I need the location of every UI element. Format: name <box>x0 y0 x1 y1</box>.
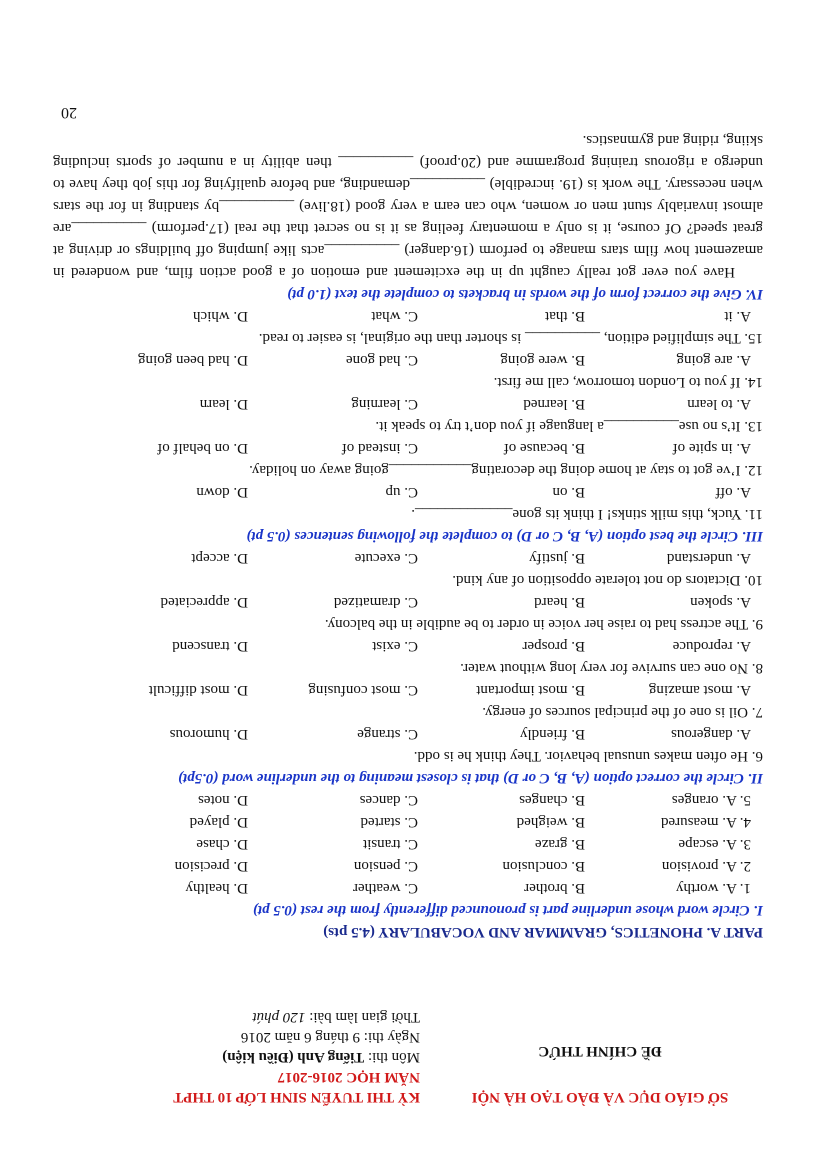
option-a[interactable]: A. to learn <box>687 396 751 412</box>
option-a[interactable]: 2. A. provision <box>661 858 751 874</box>
option-a[interactable]: 5. A. oranges <box>671 792 751 808</box>
option-d[interactable]: D. transcend <box>172 638 248 654</box>
option-b[interactable]: B. graze <box>535 836 585 852</box>
option-d[interactable]: D. which <box>193 308 248 324</box>
option-c[interactable]: C. what <box>371 308 418 324</box>
question-text: 9. The actress had to raise her voice in order to be audible in the balcony. <box>324 616 763 632</box>
question-text: 7. Oil is one of the principal sources of energy. <box>482 704 763 720</box>
option-b[interactable]: B. changes <box>519 792 585 808</box>
option-c[interactable]: C. transit <box>363 836 418 852</box>
options-row <box>53 635 763 657</box>
options-row <box>53 305 763 327</box>
option-a[interactable]: A. off <box>715 484 751 500</box>
option-d[interactable]: D. most difficult <box>148 682 248 698</box>
options-row <box>53 349 763 371</box>
option-a[interactable]: 3. A. escape <box>678 836 751 852</box>
option-d[interactable]: D. accept <box>191 550 248 566</box>
question-text: 10. Dictators do not tolerate opposition of any kind. <box>452 572 763 588</box>
option-a[interactable]: A. spoken <box>690 594 751 610</box>
option-d[interactable]: D. notes <box>198 792 248 808</box>
options-row <box>53 393 763 415</box>
section-2-heading: II. Circle the correct option (A, B, C or D) that is closest meaning to the underline word (0.5pt) <box>177 770 763 786</box>
pronunciation-item <box>53 811 763 833</box>
option-c[interactable]: C. pension <box>353 858 418 874</box>
option-c[interactable]: C. execute <box>354 550 418 566</box>
exam-content <box>53 129 763 943</box>
option-a[interactable]: A. are going <box>676 352 751 368</box>
header-left <box>430 1041 770 1107</box>
option-d[interactable]: D. played <box>189 814 248 830</box>
options-row <box>53 679 763 701</box>
option-b[interactable]: B. because of <box>503 440 585 456</box>
question-text: 13. It’s no use__________a language if you don’t try to speak it. <box>375 418 763 434</box>
option-d[interactable]: D. down <box>196 484 248 500</box>
option-a[interactable]: A. reproduce <box>672 638 751 654</box>
option-b[interactable]: B. were going <box>500 352 585 368</box>
question-text: 12. I’ve got to stay at home doing the decorating___________going away on holiday. <box>249 462 763 478</box>
part-a-heading: PART A. PHONETICS, GRAMMAR AND VOCABULARY (4.5 pts) <box>323 924 763 940</box>
option-b[interactable]: B. learned <box>523 396 585 412</box>
option-b[interactable]: B. weighed <box>516 814 585 830</box>
option-a[interactable]: A. dangerous <box>671 726 751 742</box>
section-2-questions <box>53 547 763 767</box>
options-row <box>53 591 763 613</box>
option-b[interactable]: B. friendly <box>520 726 585 742</box>
question-text: 6. He often makes unusual behavior. They think he is odd. <box>413 748 763 764</box>
option-a[interactable]: A. it <box>724 308 751 324</box>
option-c[interactable]: C. dances <box>359 792 418 808</box>
option-c[interactable]: C. exist <box>372 638 418 654</box>
subject-line <box>60 1047 420 1067</box>
exam-date: Ngày thi: 9 tháng 6 năm 2016 <box>240 1029 420 1045</box>
subject-label: Môn thi: <box>364 1049 420 1065</box>
options-row <box>53 723 763 745</box>
option-b[interactable]: B. conclusion <box>502 858 585 874</box>
option-d[interactable]: D. appreciated <box>160 594 248 610</box>
option-a[interactable]: A. in spite of <box>672 440 751 456</box>
pronunciation-item <box>53 833 763 855</box>
question-text: 11. Yuck, this milk stinks! I think its gone_____________. <box>411 506 763 522</box>
option-c[interactable]: C. most confusing <box>308 682 418 698</box>
section-4-paragraph: Have you ever got really caught up in the excitement and emotion of a good action film, and wondered in amazement how film stars manage to perform (16.danger) __________acts like jumping off buildings or driving at great speed? Of course, it is only a momentary feeling as it is no secret that the real (17.perform) __________are almost invariably stunt men or women, who can earn a very good (18.live) __________by standing in for the stars when necessary. The work is (19. incredible) __________demanding, and before qualifying for this job they have to undergo a rigorous training programme and (20.proof) __________ then ability in a number of sports including skiing, riding and gymnastics. <box>53 132 763 280</box>
department-name: SỞ GIÁO DỤC VÀ ĐÀO TẠO HÀ NỘI <box>471 1089 729 1105</box>
option-d[interactable]: D. humorous <box>169 726 248 742</box>
option-c[interactable]: C. learning <box>351 396 418 412</box>
option-c[interactable]: C. instead of <box>341 440 418 456</box>
option-b[interactable]: B. on <box>552 484 585 500</box>
section-3-heading: III. Circle the best option (A, B, C or D) to complete the following sentences (0.5 pt) <box>246 528 763 544</box>
option-c[interactable]: C. started <box>360 814 418 830</box>
option-c[interactable]: C. had gone <box>345 352 418 368</box>
option-d[interactable]: D. had been going <box>138 352 248 368</box>
official-exam-label: ĐỀ CHÍNH THỨC <box>538 1043 662 1059</box>
option-b[interactable]: B. that <box>545 308 585 324</box>
page-number: 20 <box>61 104 77 121</box>
option-c[interactable]: C. dramatized <box>333 594 418 610</box>
section-1-heading: I. Circle word whose underline part is pronounced differently from the rest (0.5 pt) <box>252 902 763 918</box>
section-4-heading: IV. Give the correct form of the words in brackets to complete the text (1.0 pt) <box>287 286 763 302</box>
option-c[interactable]: C. strange <box>357 726 418 742</box>
option-d[interactable]: D. on behalf of <box>157 440 248 456</box>
option-a[interactable]: 4. A. measured <box>661 814 751 830</box>
option-d[interactable]: D. precision <box>174 858 248 874</box>
options-row <box>53 437 763 459</box>
option-b[interactable]: B. heard <box>534 594 585 610</box>
option-c[interactable]: C. weather <box>353 880 418 896</box>
option-b[interactable]: B. prosper <box>522 638 585 654</box>
option-d[interactable]: D. chase <box>196 836 248 852</box>
time-label: Thời gian làm bài: <box>305 1009 420 1025</box>
option-d[interactable]: D. learn <box>199 396 248 412</box>
time-line <box>60 1007 420 1027</box>
option-d[interactable]: D. healthy <box>185 880 248 896</box>
time-value: 120 phút <box>252 1009 306 1025</box>
question-text: 15. The simplified edition, __________ is shorter than the original, is easier to read. <box>258 330 763 346</box>
header-right <box>60 1007 420 1107</box>
option-a[interactable]: A. understand <box>666 550 751 566</box>
options-row <box>53 547 763 569</box>
option-a[interactable]: A. most amazing <box>648 682 751 698</box>
school-year: NĂM HỌC 2016-2017 <box>277 1069 420 1085</box>
option-b[interactable]: B. most important <box>476 682 585 698</box>
option-c[interactable]: C. up <box>385 484 418 500</box>
option-b[interactable]: B. brother <box>524 880 585 896</box>
question-text: 8. No one can survive for very long without water. <box>460 660 763 676</box>
section-1-items <box>53 789 763 899</box>
pronunciation-item <box>53 789 763 811</box>
exam-header <box>55 1007 770 1107</box>
option-a[interactable]: 1. A. worthy <box>676 880 751 896</box>
pronunciation-item <box>53 855 763 877</box>
question-text: 14. If you to London tomorrow, call me first. <box>493 374 763 390</box>
pronunciation-item <box>53 877 763 899</box>
section-3-questions <box>53 305 763 525</box>
options-row <box>53 481 763 503</box>
option-b[interactable]: B. justify <box>529 550 585 566</box>
subject-value: Tiếng Anh (Điều kiện) <box>222 1049 365 1065</box>
exam-title: KỲ THI TUYỂN SINH LỚP 10 THPT <box>173 1089 420 1105</box>
